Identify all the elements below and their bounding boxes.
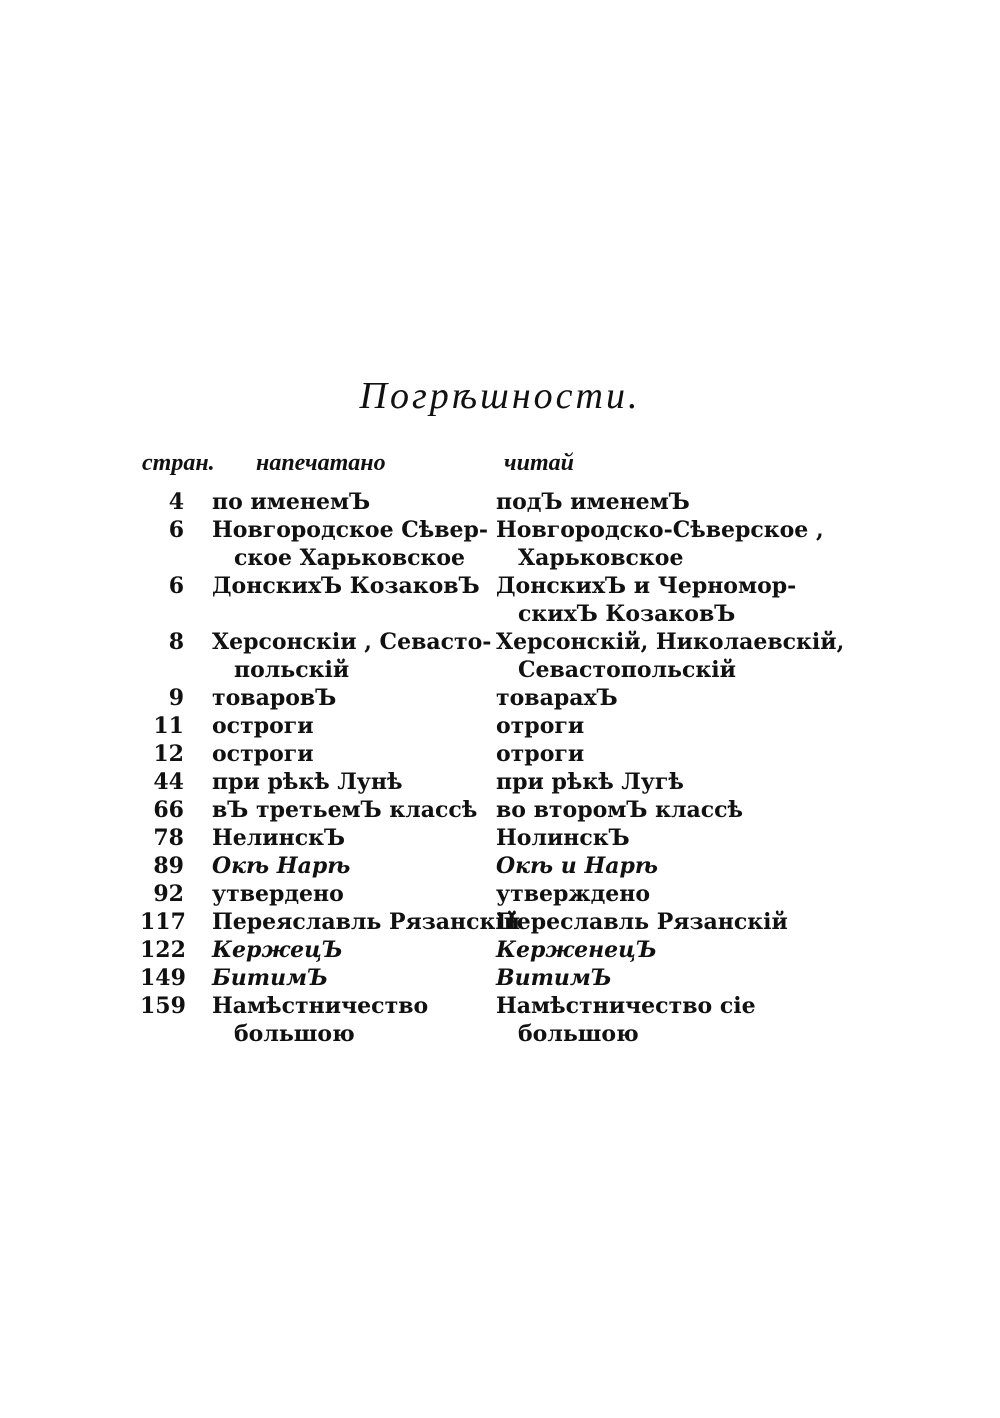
read-line: Переславль Рязанскій bbox=[496, 909, 788, 935]
printed-text bbox=[212, 824, 496, 852]
read-text bbox=[496, 768, 836, 796]
page-number: 11 bbox=[153, 713, 184, 739]
read-text bbox=[496, 992, 836, 1048]
read-line: Новгородско-Сѣверское , bbox=[496, 517, 824, 543]
printed-line: польскій bbox=[234, 657, 350, 683]
errata-row bbox=[140, 516, 840, 572]
read-text bbox=[496, 796, 836, 824]
printed-line: утвердено bbox=[212, 881, 344, 907]
errata-row bbox=[140, 712, 840, 740]
printed-line: вЪ третьемЪ классѣ bbox=[212, 797, 478, 823]
read-text bbox=[496, 936, 836, 964]
read-text bbox=[496, 628, 845, 684]
printed-line: Новгородское Сѣвер- bbox=[212, 517, 489, 543]
errata-row bbox=[140, 908, 840, 936]
printed-line: Переяславль Рязанскій bbox=[212, 909, 521, 935]
read-line: Окѣ и Нарѣ bbox=[496, 853, 658, 879]
read-line: во второмЪ классѣ bbox=[496, 797, 743, 823]
printed-line: по именемЪ bbox=[212, 489, 371, 515]
read-text bbox=[496, 880, 836, 908]
printed-text bbox=[212, 852, 496, 880]
header-printed: напечатано bbox=[256, 450, 386, 476]
printed-text bbox=[212, 796, 496, 824]
read-line: ВитимЪ bbox=[496, 965, 612, 991]
printed-line: остроги bbox=[212, 713, 314, 739]
read-line: большою bbox=[518, 1021, 639, 1047]
printed-line: БитимЪ bbox=[212, 965, 329, 991]
errata-row bbox=[140, 936, 840, 964]
page-number: 122 bbox=[140, 937, 186, 963]
read-line: Харьковское bbox=[518, 545, 684, 571]
read-line: подЪ именемЪ bbox=[496, 489, 690, 515]
read-line: отроги bbox=[496, 713, 585, 739]
printed-text bbox=[212, 488, 496, 516]
read-text bbox=[496, 488, 836, 516]
read-line: скихЪ КозаковЪ bbox=[518, 601, 736, 627]
errata-row bbox=[140, 740, 840, 768]
printed-text bbox=[212, 628, 496, 684]
page-number: 6 bbox=[168, 517, 184, 543]
errata-row bbox=[140, 824, 840, 852]
printed-line: КержецЪ bbox=[212, 937, 343, 963]
page-number: 159 bbox=[140, 993, 186, 1019]
read-text bbox=[496, 740, 836, 768]
page-number: 9 bbox=[168, 685, 184, 711]
read-text bbox=[496, 712, 836, 740]
read-text bbox=[496, 516, 836, 572]
printed-text bbox=[212, 572, 496, 600]
printed-text bbox=[212, 964, 496, 992]
read-line: товарахЪ bbox=[496, 685, 618, 711]
page-number: 66 bbox=[153, 797, 184, 823]
printed-line: Намѣстничество bbox=[212, 993, 429, 1019]
read-line: КерженецЪ bbox=[496, 937, 657, 963]
errata-row bbox=[140, 796, 840, 824]
printed-line: ское Харьковское bbox=[234, 545, 466, 571]
read-text bbox=[496, 964, 836, 992]
errata-row bbox=[140, 572, 840, 628]
errata-row bbox=[140, 880, 840, 908]
page-title: Погрѣшности. bbox=[359, 375, 641, 417]
page-number: 78 bbox=[153, 825, 184, 851]
read-text bbox=[496, 684, 836, 712]
read-text bbox=[496, 824, 836, 852]
read-line: при рѣкѣ Лугѣ bbox=[496, 769, 684, 795]
page-number: 8 bbox=[168, 629, 184, 655]
printed-text bbox=[212, 684, 496, 712]
page-number: 4 bbox=[168, 489, 184, 515]
header-page: стран. bbox=[142, 450, 215, 476]
errata-table bbox=[140, 488, 845, 1048]
printed-line: остроги bbox=[212, 741, 314, 767]
printed-line: большою bbox=[234, 1021, 355, 1047]
printed-text bbox=[212, 740, 496, 768]
read-line: отроги bbox=[496, 741, 585, 767]
table-header bbox=[140, 450, 840, 484]
read-line: Херсонскій, Николаевскій, bbox=[496, 629, 845, 655]
printed-text bbox=[212, 712, 496, 740]
printed-text bbox=[212, 768, 496, 796]
printed-line: НелинскЪ bbox=[212, 825, 346, 851]
page-number: 44 bbox=[153, 769, 184, 795]
printed-text bbox=[212, 516, 496, 572]
page-number: 89 bbox=[153, 853, 184, 879]
errata-row bbox=[140, 852, 840, 880]
errata-row bbox=[140, 992, 840, 1048]
printed-text bbox=[212, 908, 521, 936]
errata-row bbox=[140, 964, 840, 992]
printed-line: товаровЪ bbox=[212, 685, 337, 711]
printed-line: ДонскихЪ КозаковЪ bbox=[212, 573, 480, 599]
header-read: читай bbox=[504, 450, 574, 476]
errata-row bbox=[140, 684, 840, 712]
read-line: Севастопольскій bbox=[518, 657, 736, 683]
read-line: НолинскЪ bbox=[496, 825, 630, 851]
read-line: утверждено bbox=[496, 881, 651, 907]
errata-row bbox=[140, 488, 840, 516]
printed-line: при рѣкѣ Лунѣ bbox=[212, 769, 403, 795]
page-number: 12 bbox=[153, 741, 184, 767]
printed-text bbox=[212, 992, 496, 1048]
page-number: 149 bbox=[140, 965, 186, 991]
page-number: 117 bbox=[140, 909, 186, 935]
page-number: 92 bbox=[153, 881, 184, 907]
page-number: 6 bbox=[168, 573, 184, 599]
read-text bbox=[496, 852, 836, 880]
printed-text bbox=[212, 936, 496, 964]
errata-row bbox=[140, 768, 840, 796]
read-line: Намѣстничество сіе bbox=[496, 993, 756, 1019]
errata-row bbox=[140, 628, 845, 684]
printed-text bbox=[212, 880, 496, 908]
printed-line: Окѣ Нарѣ bbox=[212, 853, 351, 879]
read-text bbox=[496, 908, 836, 936]
read-line: ДонскихЪ и Черномор- bbox=[496, 573, 797, 599]
printed-line: Херсонскіи , Севасто- bbox=[212, 629, 492, 655]
read-text bbox=[496, 572, 836, 628]
